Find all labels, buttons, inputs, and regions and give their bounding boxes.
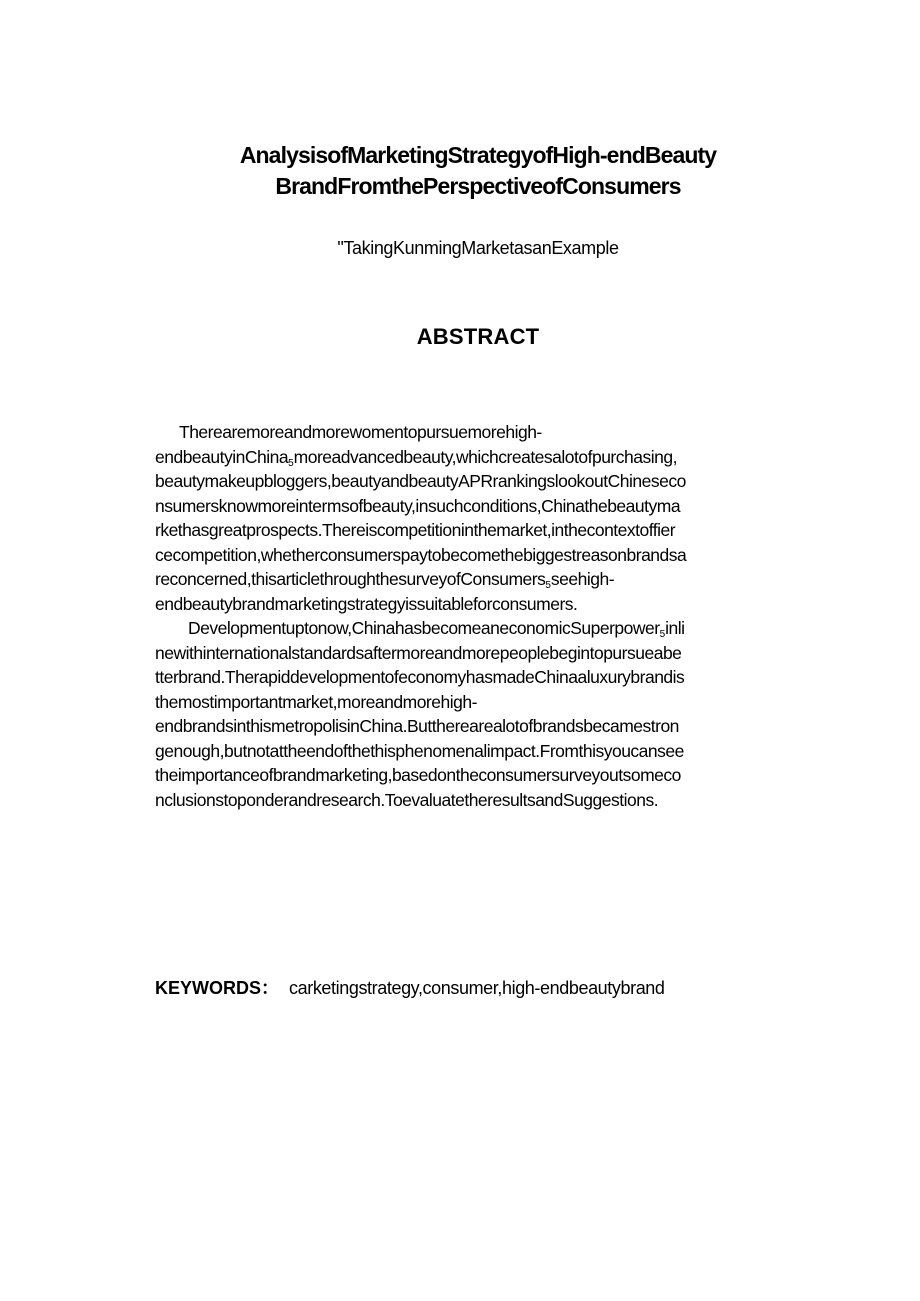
paragraph-line: nsumersknowmoreintermsofbeauty,insuchconditions,Chinathebeautyma: [155, 495, 681, 516]
text-span: reconcerned,thisarticlethroughthesurveyofConsumers: [155, 569, 546, 589]
text-span: moreadvancedbeauty,whichcreatesalotofpurchasing,: [293, 446, 677, 467]
paragraph-line: theimportanceofbrandmarketing,basedontheconsumersurveyoutsomeco: [155, 765, 681, 785]
paragraph-line: [155, 445, 805, 470]
title-line-1: AnalysisofMarketingStrategyofHigh-endBeauty: [239, 142, 717, 168]
document-title: [0, 140, 920, 202]
paragraph-line: endbeautybrandmarketingstrategyissuitableforconsumers.: [155, 593, 578, 614]
keywords-line: [155, 976, 665, 1000]
subscript-marker: 5: [659, 629, 666, 640]
abstract-paragraph-1: [155, 420, 805, 616]
paragraph-line: cecompetition,whetherconsumerspaytobecomethebiggestreasonbrandsa: [155, 544, 687, 565]
paragraph-line: [155, 567, 805, 592]
subscript-marker: 5: [288, 457, 294, 469]
text-span: endbeautyinChina: [155, 446, 289, 467]
paragraph-line: beautymakeupbloggers,beautyandbeautyAPRrankingslookoutChineseco: [155, 471, 686, 491]
title-line-2: BrandFromthePerspectiveofConsumers: [275, 173, 681, 199]
paragraph-line: [155, 616, 805, 641]
abstract-body: [155, 420, 805, 812]
paragraph-line: nclusionstoponderandresearch.ToevaluatetheresultsandSuggestions.: [155, 789, 659, 810]
text-span: Developmentuptonow,ChinahasbecomeaneconomicSuperpower: [188, 618, 660, 638]
paragraph-line: Therearemoreandmorewomentopursuemorehigh-: [179, 422, 542, 442]
abstract-heading: ABSTRACT: [416, 324, 540, 349]
abstract-paragraph-2: [155, 616, 805, 812]
paragraph-line: rkethasgreatprospects.Thereiscompetitioninthemarket,inthecontextoffier: [155, 520, 676, 540]
paragraph-line: tterbrand.TherapiddevelopmentofeconomyhasmadeChinaaluxurybrandis: [155, 667, 685, 687]
text-span: seehigh-: [550, 569, 615, 589]
keywords-text: carketingstrategy,consumer,high-endbeautybrand: [289, 978, 665, 998]
paragraph-line: themostimportantmarket,moreandmorehigh-: [155, 691, 477, 712]
text-span: inli: [665, 618, 685, 638]
keywords-label: KEYWORDS：: [155, 978, 280, 998]
subscript-marker: 5: [545, 580, 551, 591]
document-subtitle: "TakingKunmingMarketasanExample: [337, 238, 619, 258]
paragraph-line: genough,butnotattheendofthethisphenomenalimpact.Fromthisyoucansee: [155, 740, 684, 761]
paragraph-line: newithinternationalstandardsaftermoreandmorepeoplebegintopursueabe: [155, 642, 682, 663]
paragraph-line: endbrandsinthismetropolisinChina.Buttherearealotofbrandsbecamestron: [155, 716, 679, 736]
